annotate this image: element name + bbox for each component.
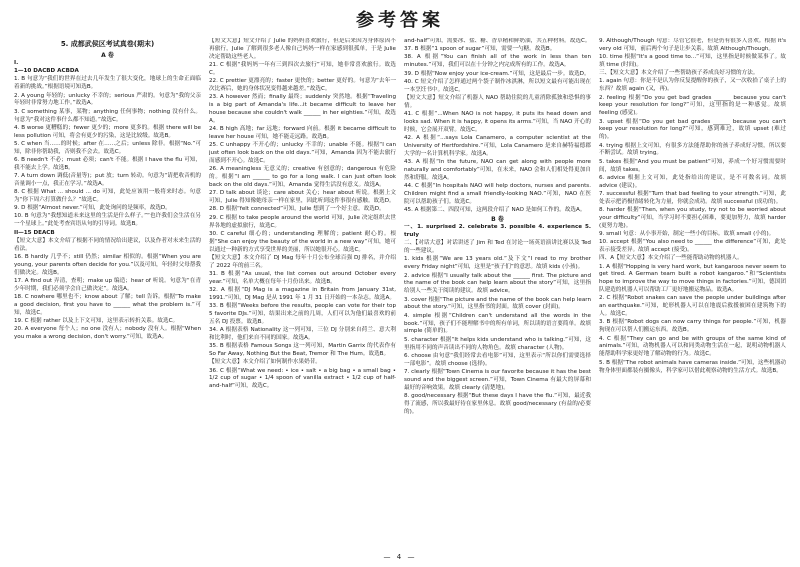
- section-heading: 四、A【短文大意】本文介绍了一些能帮助动物的机器人。: [599, 255, 743, 262]
- answer-paragraph: 7. A turn down 调低(音量等)；put 放；turn 转动。句意为“请把收音机的音量调小一点，我正在学习。”故选A。: [14, 173, 201, 187]
- answer-paragraph: 5. B 根据“The robot animals have cameras inside.”可知，这些机器动物身体里面都装有摄像头，科学家可以借此观察动物的生活方式。故选B。: [599, 359, 786, 374]
- answer-paragraph: 21. C 根据“我妈妈一年有三到四次去旅行”可知，她非常喜欢旅行。故选C。: [209, 62, 396, 76]
- answer-paragraph: 20. A everyone 每个人；no one 没有人；nobody 没有人。根据“When you make a wrong decision, don't worry.”可知，故选A。: [14, 326, 201, 341]
- answer-paragraph: 5. C when 当……的时候；after 在……之后；unless 除非。根据“No.”可知，除非你帮助我，否则我不会去。故选C。: [14, 140, 201, 155]
- section-heading: 一、1. surprised 2. celebrate 3. possible 4. experience 5. truly: [404, 224, 591, 239]
- section-title: 5. 成都武侯区考试真卷(期末): [60, 40, 155, 48]
- answer-paragraph: 26. A meaningless 无意义的；creative 有创意的；dangerous 有危险的。根据“I am ______ to go for a long walk. I can just often look back on the old days.”可知，Amanda 觉得生活没有意义。故选A。: [209, 166, 396, 189]
- answer-paragraph: 二、【对话大意】对话讲述了 Jim 和 Ted 在讨论一场英语演讲比赛以及 Ted 的一些建议。: [404, 240, 591, 255]
- column-3: [404, 38, 591, 542]
- answer-paragraph: 7. successful 根据“Turn that bad feeling to your strength.”可知，此处表示把消极情绪转化为力量，你就会成功。故填 successful (成功的)。: [599, 190, 786, 205]
- answer-paragraph: 24. B high 高地；far 远地；forward 向前。根据 it became difficult to leave her house 可知，她不能走远路。故选B。: [209, 126, 396, 141]
- answer-paragraph: 【短文大意】短文介绍了机器人 NAO 帮助住院的儿童消除孤独和恐惧的事情。: [404, 94, 591, 109]
- answer-paragraph: 3. C something 某事，某物；anything 任何事物；nothing 没有什么。句意为“我对这件事什么都不知道。”故选C。: [14, 108, 201, 123]
- answer-paragraph: 5. character 根据“It helps kids understand who is talking.”可知，这里指用不同的声音读出不同的人物角色。故填 character (人物)。: [404, 336, 591, 351]
- answer-line: 1—10 DACBD ACBDA: [14, 68, 79, 75]
- answer-paragraph: 43. A 根据“In the future, NAO can get along with people more naturally and comfortably”可知，在未来，NAO 会和人们相处得更加自然和舒服。故选A。: [404, 158, 591, 181]
- paper-b-title: B 卷: [491, 216, 504, 224]
- answer-paragraph: 【短文大意】本文介绍了 DJ Mag 每年十月公布全球百强 DJ 排名，并介绍了 2022 年的前三名。: [209, 254, 396, 269]
- answer-paragraph: 6. B needn't 不必；must 必须；can't 不能。根据 I have the flu 可知，我不能去上学。故选B。: [14, 156, 201, 171]
- answer-paragraph: 4. B worse 更糟糕的；fewer 更少的；more 更多的。根据 there will be less pollution 可知，将会有更少的污染，这是比较级。故选B。: [14, 124, 201, 139]
- section-heading: II—15 DEACB: [14, 229, 55, 236]
- answer-paragraph: 9. Although/Though 句意：尽管它很老，但是仍有很多人喜欢。根据 it's very old 可知，前后两个句子是让步关系。故填 Although/Though。: [599, 38, 786, 52]
- answer-paragraph: 45. A 根据第二、四段可知，这两段介绍了 NAO 是如何工作的。故选A。: [404, 207, 586, 213]
- column-2: [209, 38, 396, 542]
- answer-paragraph: 38. A 根据“You can finish all of the work in less than ten minutes.”可知，我们可以在十分钟之内完成所有的工作。故选A。: [404, 54, 591, 69]
- section-heading: 三、【短文大意】本文介绍了一些帮助孩子养成良好习惯的方法。: [599, 70, 759, 77]
- page-title: 参考答案: [356, 10, 444, 31]
- answer-paragraph: 【短文大意】本文介绍了根据不同的情况给出建议，以及作者对未来生活的看法。: [14, 237, 201, 252]
- answer-paragraph: 16. B hardly 几乎不；still 仍然；similar 相似的。根据“When you are young, your parents often decide for you.”以及可知，年轻时父母帮我们做决定。故选B。: [14, 253, 201, 276]
- answer-paragraph: 36. C 根据“What we need: • ice • salt • a big bag • a small bag • 1/2 cup of sugar • 1/4 spoon of vanilla extract • 1/2 cup of half-and-half”可知，故选C。: [209, 367, 396, 390]
- answer-paragraph: 28. D 根据“felt connected”可知，Julie 想到了一个好主意。故选D。: [209, 206, 385, 213]
- column-1: [14, 38, 201, 542]
- answer-paragraph: 18. C nowhere 哪里也不；know about 了解；tell 告诉。根据“To make a good decision, first you have to ______ what the problem is.”可知，故选C。: [14, 294, 201, 316]
- answer-paragraph: 9. small 句意：从小事开始，制定一些小的目标。故填 small (小的)。: [599, 231, 775, 238]
- answer-paragraph: 8. good/necessary 根据“But these days I have the flu.”可知，最近我得了流感，所以我最好待在家里休息。故填 good/necessary (有益的/必要的)。: [404, 392, 591, 415]
- answer-paragraph: 31. B 根据“As usual, the list comes out around October every year.”可知，名单大概在每年十月份出来。故选B。: [209, 270, 396, 285]
- content-columns: [14, 38, 786, 542]
- answer-paragraph: 8. harder 根据“Then, when you study, try not to be worried about your difficulty”可知，当学习时不要担心困难，要更加努力，故填 harder (更努力地)。: [599, 207, 786, 229]
- answer-paragraph: and-half”可知，需要冰、盐、糖、香草精和鲜奶油，共五种材料。故选C。: [404, 38, 591, 44]
- answer-paragraph: 1. kids 根据“We are 13 years old.”及下文“I read to my brother every Friday night”可知，这里是“孩子们”的意思。故填 kids (小孩)。: [404, 256, 591, 271]
- answer-paragraph: 4. C 根据“They can go and be with groups of the same kind of animals.”可知，动物机器人可以和同类动物生活在一起，说明动物机器人能帮助科学家更好地了解动物的行为。故选C。: [599, 335, 786, 358]
- answer-paragraph: 34. A 根据表格 Nationality 这一列可知，三位 DJ 分别来自荷兰、意大利和比利时，他们来自不同的国家。故选A。: [209, 327, 396, 341]
- answer-paragraph: 33. B 根据“Weeks before the results, people can vote for their top 5 favorite DJs.”可知，结果出来之前的几周，人们可以为他们最喜欢的前五名 DJ 投票。故选B。: [209, 303, 396, 325]
- answer-paragraph: 10. time 根据“It's a good time to...”可知，这里指是时候做某事了。故填 time (时间)。: [599, 54, 786, 69]
- answer-paragraph: 4. trying 根据上文可知，有很多方法能帮助你的孩子养成好习惯，所以要不断尝试。故填 trying。: [599, 142, 786, 157]
- answer-paragraph: 39. D 根据“Now enjoy your ice-cream.”可知，这是最后一步。故选D。: [404, 70, 590, 77]
- answer-paragraph: 2. advice 根据“I usually talk about the ______ first. The picture and the name of the book can help learn about the story”可知，这里指给别人一些关于阅读的建议。故填 advice。: [404, 272, 591, 295]
- answer-paragraph: 1. A 根据“Hopping is very hard work, but kangaroos never seem to get tired. A German team built a robot kangaroo.”和“Scientists hope to improve the way to move things in factories.”可知，德国团队建造的机器人可以帮助工厂更好地搬运物品。故选A。: [599, 263, 786, 294]
- answer-paragraph: 6. choose 由句意“我们经常去看电影”可知，这里表示“所以你们需要选择一部电影”。故填 choose (选择)。: [404, 352, 591, 367]
- answer-paragraph: 3. B 根据“Robot dogs can now carry things for people.”可知，机器狗现在可以帮人们搬运东西。故选B。: [599, 319, 786, 334]
- page-header: [0, 6, 800, 32]
- answer-paragraph: 19. C 根据 rather 以及上下文可知，这里表示转折关系。故选C。: [14, 318, 179, 325]
- answer-paragraph: 10. accept 根据“You also need to ______ the difference”可知，此处表示接受差异。故填 accept (接受)。: [599, 239, 786, 254]
- answer-paragraph: 【短文大意】本文介绍了如何制作水果奶昔。: [209, 359, 321, 366]
- answer-paragraph: 5. takes 根据“And you must be patient”可知，养成一个好习惯需要时间，故填 takes。: [599, 158, 786, 173]
- answer-paragraph: 25. C unhappy 不开心的；unlucky 不幸的；unable 不能。根据“I can just often look back on the old days.”可知，Amanda 因为不能去旅行而感到不开心。故选C。: [209, 142, 396, 165]
- answer-paragraph: 44. C 根据“In hospitals NAO will help doctors, nurses and parents. Children might find a small friendly-looking NAO.”可知，NAO 在医院可以帮助孩子们。故选C。: [404, 182, 591, 205]
- answer-paragraph: 17. A find out 弄清，查明；make up 编造；hear of 听说。句意为“在青少年时期，我们必须学会自己做决定”。故选A。: [14, 277, 201, 292]
- answer-paragraph: 27. D talk about 谈论；care about 关心；hear about 听说。根据上文可知，Julie 得知像她母亲一样在家里，因此听到这件事很有感触。故选D。: [209, 190, 396, 205]
- answer-paragraph: 41. C 根据“...When NAO is not happy, it puts its head down and looks sad. When it is happy, it opens its arms.”可知，当 NAO 开心的时候，它会展开双臂。故选C。: [404, 110, 591, 133]
- answer-paragraph: 29. C 根据 to take people around the world 可知，Julie 决定组织去世界各地的虚拟旅行，故选C。: [209, 214, 396, 229]
- paper-a-title: A 卷: [101, 52, 114, 59]
- page-number: — 4 —: [383, 553, 417, 561]
- answer-paragraph: 【短文大意】短文介绍了 Julie 的妈妈喜欢旅行，但是后来因为身体原因不再旅行，Julie 了解到很多老人像自己妈妈一样在家感到很孤单，于是 Julie 决定帮助这些老人。: [209, 38, 396, 60]
- answer-paragraph: 40. C 短文介绍了怎样通过两个袋子制作冰淇淋，所以短文最有可能出现在一本烹饪书中。故选C。: [404, 78, 591, 93]
- answer-paragraph: 42. A 根据“...says Lola Canamero, a computer scientist at the University of Hertfordshire.”可知，Lola Canamero 是来自赫特福德郡大学的一名计算机科学家。故选A。: [404, 134, 591, 157]
- answer-paragraph: 2. feeling 根据“Do you get bad grades ______ because you can't keep your resolution for long?”可知，这里指的是一种感觉。故填 feeling (感觉)。: [599, 94, 786, 117]
- answer-paragraph: 6. advice 根据上文可知，此处指给出的建议，是不可数名词。故填 advice (建议)。: [599, 174, 786, 189]
- answer-paragraph: 4. simple 根据“Children can't understand all the words in the book.”可知，孩子们不能理解书中的所有单词，所以读的语言要简单。故填 simple (简单的)。: [404, 312, 591, 335]
- answer-paragraph: 2. C 根据“Robot snakes can save the people under buildings after an earthquake.”可知，蛇形机器人可以在地震后救援被困在建筑物下的人。故选C。: [599, 295, 786, 318]
- answer-paragraph: 35. B 根据表格 Famous Songs 这一列可知，Martin Garrix 的代表作有 So Far Away, Nothing But the Beat, Tremor 和 The Hum。故选B。: [209, 343, 396, 358]
- answer-paragraph: 7. clearly 根据“Town Cinema is our favorite because it has the best sound and the biggest screen.”可知，Town Cinema 有最大的屏幕和最好的音响效果。故填 clearly (清楚地)。: [404, 368, 591, 391]
- page-footer: [0, 553, 800, 561]
- answer-paragraph: 8. C 根据 What ... should ... do 可知，此处应该用一般将来时态。句意为“你下周六打算做什么？”故选C。: [14, 189, 201, 204]
- section-heading: I.: [14, 60, 19, 66]
- answer-paragraph: 32. A 根据“DJ Mag is a magazine in Britain from January 31st, 1991.”可知，DJ Mag 是从 1991 年 1 月 31 日开始的一本杂志。故选A。: [209, 286, 396, 301]
- answer-paragraph: 37. B 根据“1 spoon of sugar”可知，需要一勺糖。故选B。: [404, 46, 556, 53]
- answer-paragraph: 22. C prettier 更漂亮的；faster 更快的；better 更好的。句意为“去年一次比赛后，她的身体状况变得越来越差。”故选C。: [209, 78, 396, 93]
- answer-paragraph: 30. C careful 细心的；understanding 理解的；patient 耐心的。根据“She can enjoy the beauty of the world in a new way”可知，她可以通过一种新的方式享受世界的美丽，所以她很开心。故选C。: [209, 230, 396, 253]
- answer-paragraph: 23. A however 然而；finally 最终；suddenly 突然地。根据“Traveling is a big part of Amanda's life...it became difficult to leave her house because she couldn't walk ______ in her eighties.”可知，故选A。: [209, 94, 396, 124]
- answer-paragraph: 10. B 句意为“我想知道未来这里的生活是什么样子。”“也许我们会生活在另一个星球上。”此处考查宾语从句的引导词。故选B。: [14, 213, 201, 228]
- answer-paragraph: 3. cover 根据“The picture and the name of the book can help learn about the story.”可知，这里指书的封面。故填 cover (封面)。: [404, 296, 591, 311]
- answer-paragraph: 1. again 句意：你是不是认为你反复提醒你的孩子，又一次收拾了桌子上的东西？故填 again (又，再)。: [599, 78, 786, 93]
- answer-paragraph: 3. upset 根据“Do you get bad grades ______ because you can't keep your resolution for long?”可知，感到难过，故填 upset (难过的)。: [599, 118, 786, 141]
- answer-paragraph: 9. D 根据“Almost never.”可知，此处询问的是频率，故选D。: [14, 205, 171, 212]
- answer-paragraph: 2. A young 年轻的；unlucky 不幸的；serious 严肃的。句意为“我的父亲年轻时非常努力地工作。”故选A。: [14, 92, 201, 107]
- column-4: [599, 38, 786, 542]
- answer-paragraph: 1. B 句意为“我们的世界在过去几年发生了很大变化，地球上的生命正面临着新的挑战。”根据语境可知选B。: [14, 76, 201, 91]
